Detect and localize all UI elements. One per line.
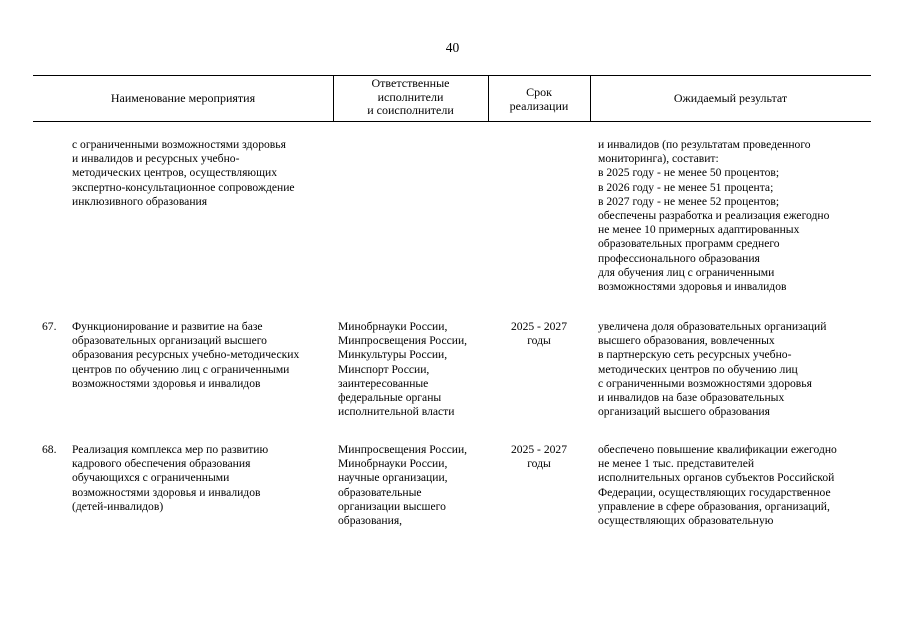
executors: Минпросвещения России, Минобрнауки России, научные организации, образовательные организации высшего образования, (338, 443, 468, 528)
measure-name: Реализация комплекса мер по развитию кадрового обеспечения образования обучающихся с ограниченными возможностями здоровья и инвалидов (детей-инвалидов) (72, 443, 269, 513)
implementation-term: 2025 - 2027 годы (510, 443, 568, 471)
table-header-rule-top (33, 75, 871, 76)
continuation-expected-result: и инвалидов (по результатам проведенного мониторинга), составит: в 2025 году - не менее 50 процентов; в 2026 году - не менее 51 процента; в 2027 году - не менее 52 процентов; обеспечены разработка и реализация ежегодно не менее 10 примерных адаптированных образовательных программ среднего профессионального образования для обучения лиц с ограниченными возможностями здоровья и инвалидов (598, 138, 830, 294)
continuation-measure-name: с ограниченными возможностями здоровья и инвалидов и ресурсных учебно- методических центров, осуществляющих экспертно-консультационное сопровождение инклюзивного образования (72, 138, 295, 208)
page-number: 40 (445, 40, 460, 55)
expected-result: обеспечено повышение квалификации ежегодно не менее 1 тыс. представителей исполнительных органов субъектов Российской Федерации, осуществляющих государственное управление в сфере образования, организаций, осуществляющих образовательную (598, 443, 837, 528)
executors: Минобрнауки России, Минпросвещения России, Минкультуры России, Минспорт России, заинтересованные федеральные органы исполнительной власти (338, 320, 468, 419)
row-number: 67. (42, 320, 57, 333)
header-term: Срок реализации (509, 85, 569, 113)
implementation-term: 2025 - 2027 годы (510, 320, 568, 348)
measure-name: Функционирование и развитие на базе образовательных организаций высшего образования ресурсных учебно-методических центров по обучению лиц с ограниченными возможностями здоровья и инвалидов (72, 320, 300, 390)
header-measure-name: Наименование мероприятия (110, 91, 256, 105)
table-header-rule-bottom (33, 121, 871, 122)
header-expected-result: Ожидаемый результат (673, 91, 788, 105)
row-number: 68. (42, 443, 57, 456)
header-executors: Ответственные исполнители и соисполнители (367, 76, 454, 117)
expected-result: увеличена доля образовательных организаций высшего образования, вовлеченных в партнерскую сеть ресурсных учебно- методических центров по обучению лиц с ограниченными возможностями здоровья и инвалидов на базе образовательных организаций высшего образования (598, 320, 827, 419)
